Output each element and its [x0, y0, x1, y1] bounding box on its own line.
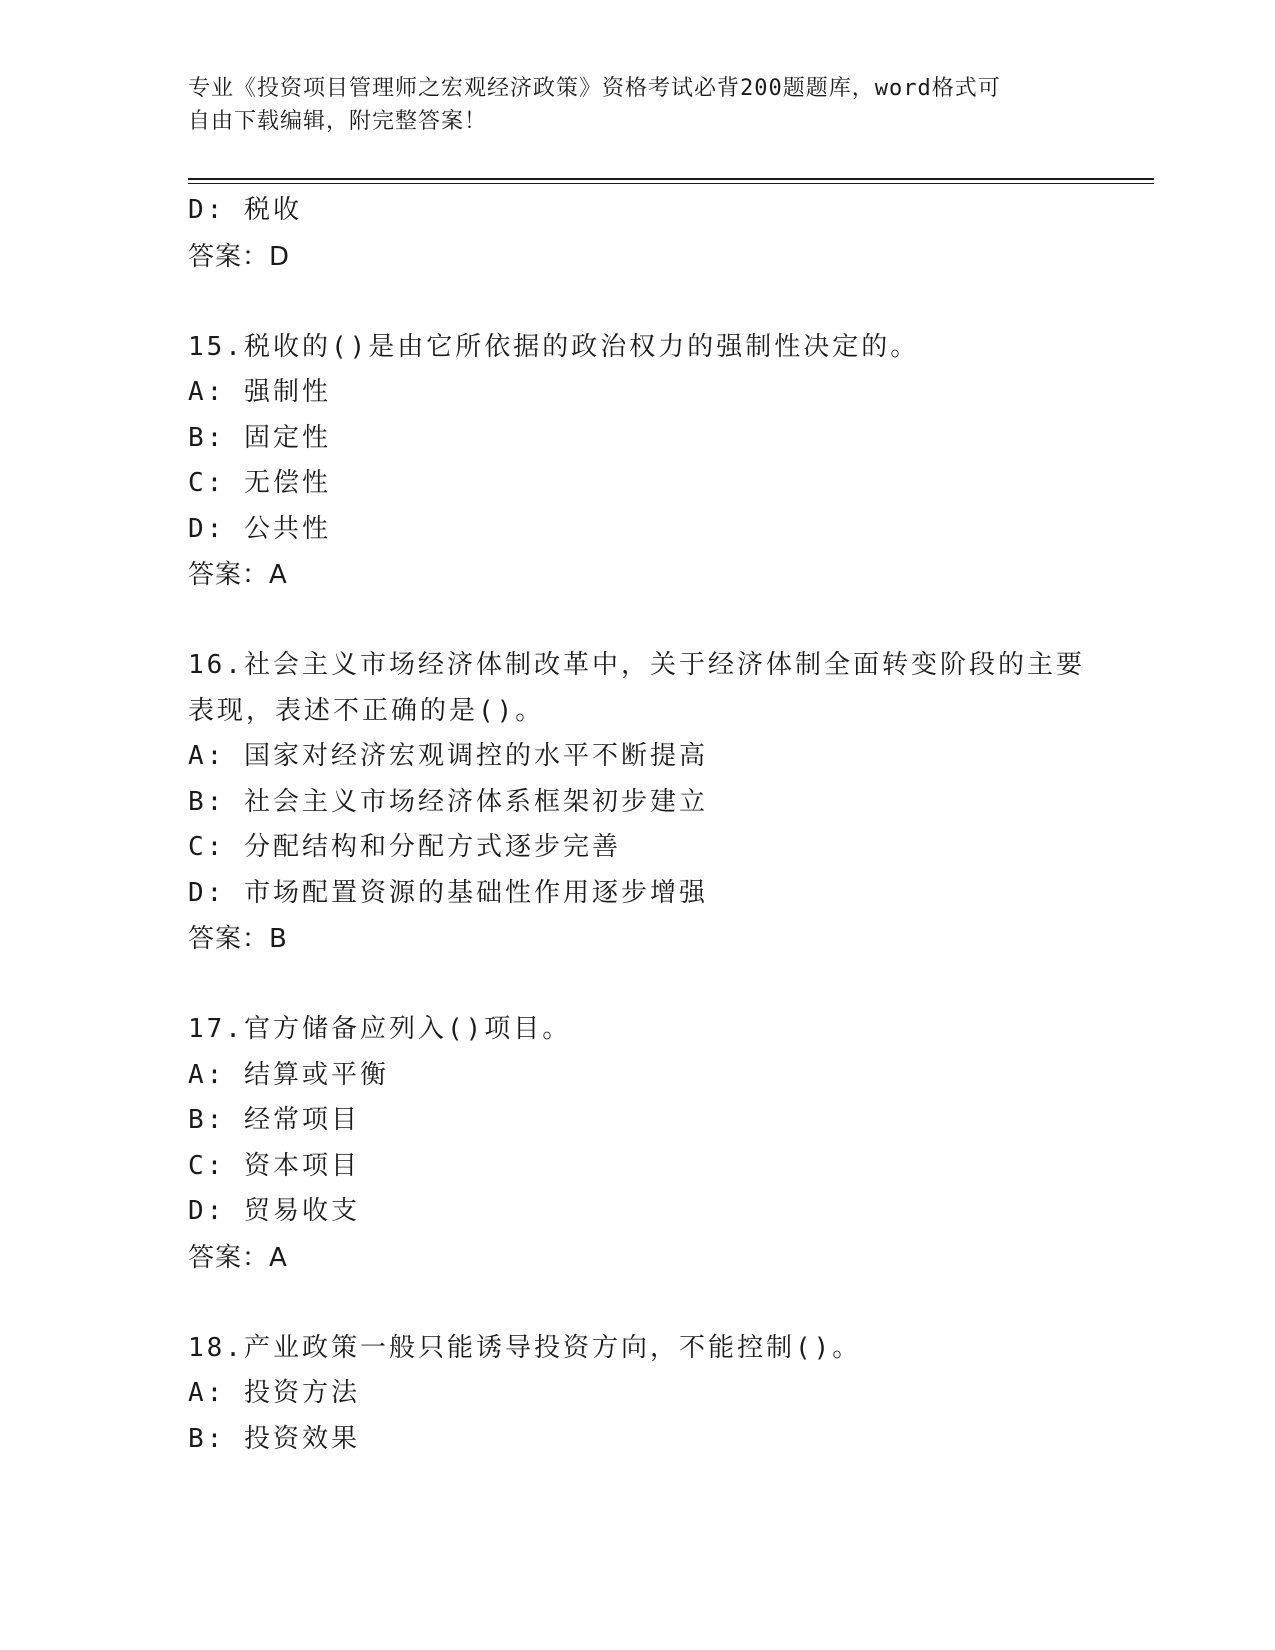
header-line-1: 专业《投资项目管理师之宏观经济政策》资格考试必背200题题库，word格式可 — [188, 76, 1001, 101]
option-c: C: 无偿性 — [188, 468, 331, 498]
option-a: A: 结算或平衡 — [188, 1059, 389, 1090]
spacer — [188, 1281, 1088, 1326]
option-c: C: 分配结构和分配方式逐步完善 — [188, 832, 621, 862]
option-b: B: 经常项目 — [188, 1105, 360, 1135]
answer-line: 答案：A — [188, 1242, 288, 1273]
question-stem: 15.税收的()是由它所依据的政治权力的强制性决定的。 — [188, 331, 920, 362]
header-line-2: 自由下载编辑，附完整答案！ — [188, 109, 488, 134]
question-stem-cont: 表现，表述不正确的是()。 — [188, 695, 545, 726]
option-d: D: 贸易收支 — [188, 1196, 360, 1226]
option-b: B: 固定性 — [188, 422, 331, 453]
spacer — [188, 280, 1088, 325]
option-c: C: 资本项目 — [188, 1150, 360, 1181]
question-stem: 17.官方储备应列入()项目。 — [188, 1014, 572, 1044]
option-a: A: 投资方法 — [188, 1378, 360, 1408]
answer-line: 答案：D — [188, 241, 291, 272]
spacer — [188, 962, 1088, 1007]
option-d: D: 市场配置资源的基础性作用逐步增强 — [188, 877, 708, 908]
question-17 — [188, 1007, 1088, 1281]
option-d: D: 税收 — [188, 195, 302, 225]
option-a: A: 国家对经济宏观调控的水平不断提高 — [188, 741, 708, 771]
question-stem: 18.产业政策一般只能诱导投资方向，不能控制()。 — [188, 1332, 862, 1363]
option-a: A: 强制性 — [188, 377, 331, 407]
previous-question-tail — [188, 188, 1088, 280]
question-16 — [188, 643, 1088, 962]
header-divider-thick — [188, 178, 1154, 180]
question-18 — [188, 1326, 1088, 1463]
answer-line: 答案：B — [188, 924, 288, 954]
option-d: D: 公共性 — [188, 513, 331, 544]
question-list — [188, 188, 1088, 1462]
document-header — [188, 72, 1088, 138]
question-stem: 16.社会主义市场经济体制改革中，关于经济体制全面转变阶段的主要 — [188, 650, 1085, 680]
spacer — [188, 598, 1088, 643]
answer-line: 答案：A — [188, 560, 288, 590]
option-b: B: 投资效果 — [188, 1423, 360, 1454]
question-15 — [188, 325, 1088, 599]
header-divider-thin — [188, 183, 1154, 184]
option-b: B: 社会主义市场经济体系框架初步建立 — [188, 786, 708, 817]
